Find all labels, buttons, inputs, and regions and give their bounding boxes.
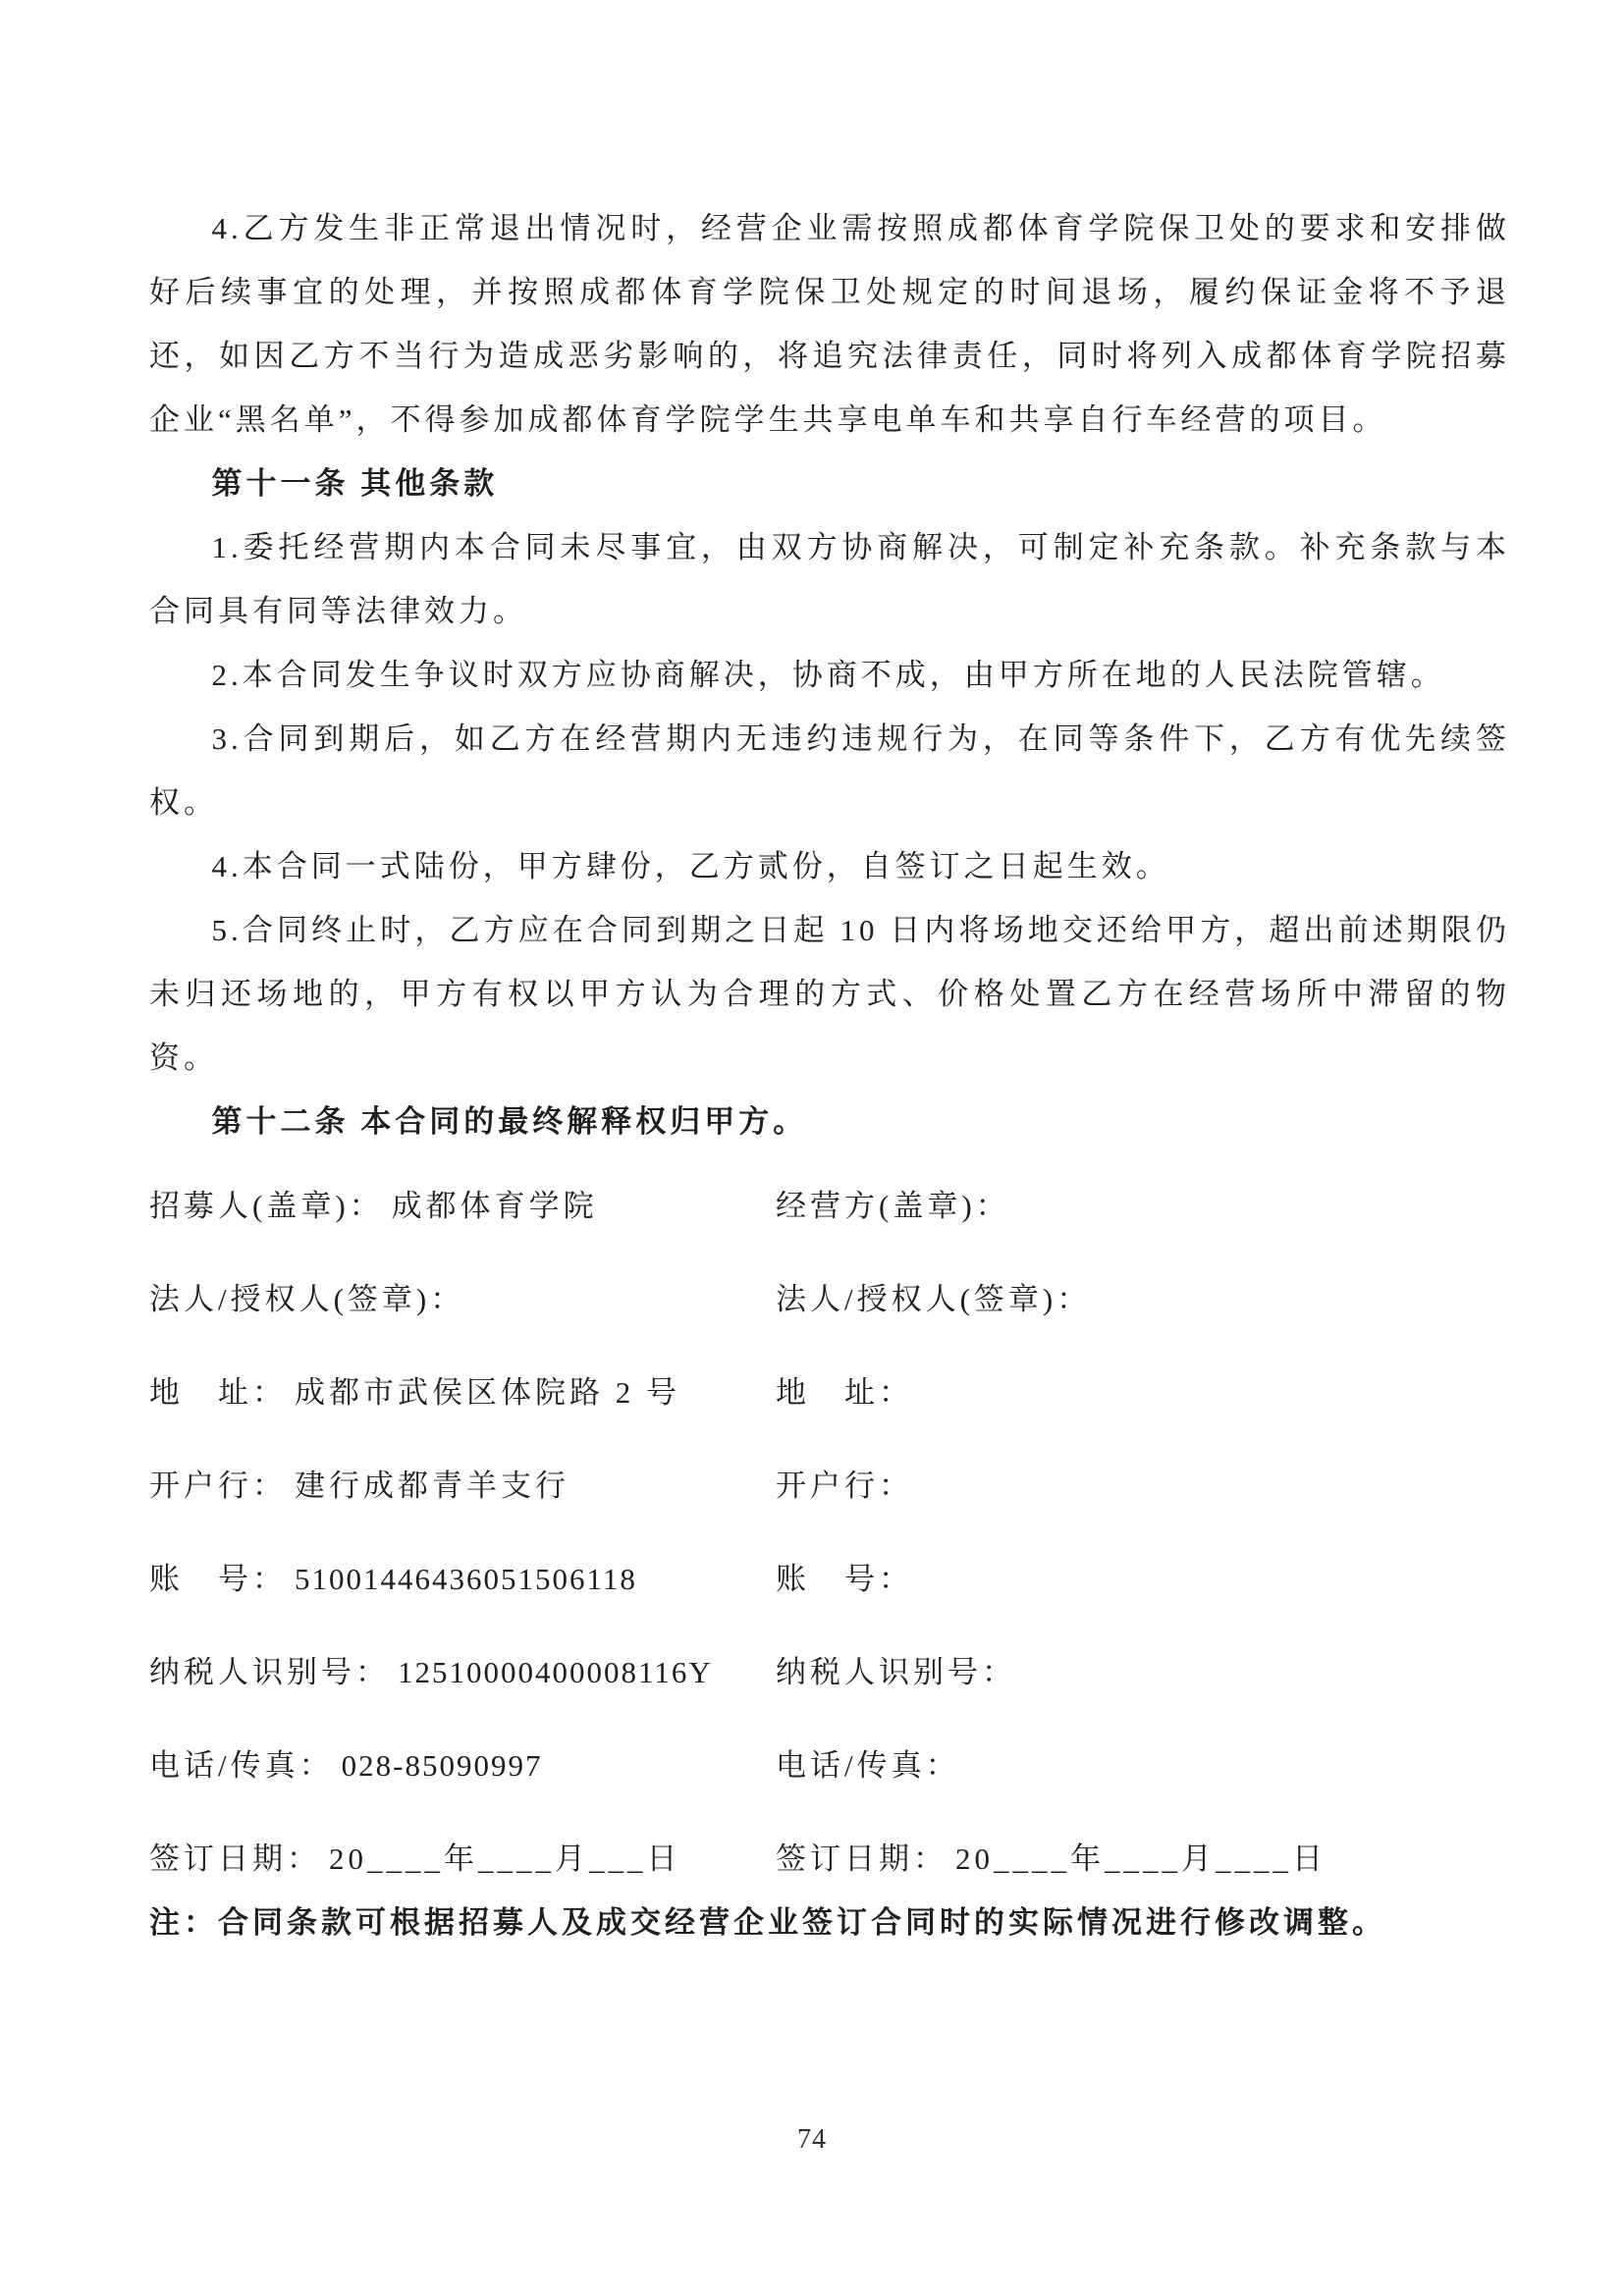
operator-address-label: 地 址： (776, 1375, 913, 1410)
operator-phone-fax-cell (776, 1746, 1510, 1786)
operator-phone-fax-label: 电话/传真： (776, 1748, 960, 1783)
operator-sign-date-label: 签订日期： (776, 1842, 947, 1876)
bank-row (149, 1467, 1510, 1506)
recruiter-tax-id-value: 12510000400008116Y (398, 1655, 713, 1689)
operator-tax-id-label: 纳税人识别号： (776, 1655, 1016, 1689)
article-12-heading: 第十二条 本合同的最终解释权归甲方。 (211, 1104, 808, 1139)
clause-4-continued-paragraph: 4.乙方发生非正常退出情况时，经营企业需按照成都体育学院保卫处的要求和安排做好后续事宜的处理，并按照成都体育学院保卫处规定的时间退场，履约保证金将不予退还，如因乙方不当行为造成恶劣影响的，将追究法律责任，同时将列入成都体育学院招募企业“黑名单”，不得参加成都体育学院学生共享电单车和共享自行车经营的项目。 (149, 211, 1510, 437)
operator-sign-date-cell (776, 1840, 1510, 1879)
article-11-clause-4: 4.本合同一式陆份，甲方肆份，乙方贰份，自签订之日起生效。 (211, 849, 1170, 883)
recruiter-bank-cell (149, 1467, 776, 1506)
account-number-row (149, 1560, 1510, 1599)
operator-legal-rep-cell (776, 1280, 1510, 1319)
recruiter-legal-rep-label: 法人/授权人(签章)： (149, 1282, 465, 1316)
tax-id-row (149, 1653, 1510, 1692)
page-number: 74 (797, 2124, 827, 2155)
recruiter-address-cell (149, 1373, 776, 1413)
phone-fax-row (149, 1746, 1510, 1786)
recruiter-address-label: 地 址： (149, 1375, 287, 1410)
recruiter-sign-date-value: 20____年____月___日 (329, 1842, 681, 1876)
note-line: 注：合同条款可根据招募人及成交经营企业签订合同时的实际情况进行修改调整。 (149, 1905, 1386, 1940)
sign-date-row (149, 1840, 1510, 1879)
recruiter-account-cell (149, 1560, 776, 1599)
operator-sign-date-value: 20____年____月____日 (955, 1842, 1326, 1876)
address-row (149, 1373, 1510, 1413)
article-11-clause-2: 2.本合同发生争议时双方应协商解决，协商不成，由甲方所在地的人民法院管辖。 (211, 658, 1445, 692)
legal-rep-row (149, 1280, 1510, 1319)
article-11-clause-1: 1.委托经营期内本合同未尽事宜，由双方协商解决，可制定补充条款。补充条款与本合同具有同等法律效力。 (149, 530, 1510, 628)
recruiter-seal-cell (149, 1187, 776, 1226)
article-11-heading: 第十一条 其他条款 (211, 466, 499, 501)
signature-section (149, 1187, 1510, 1879)
operator-seal-label: 经营方(盖章)： (776, 1189, 1010, 1223)
recruiter-address-value: 成都市武侯区体院路 2 号 (295, 1375, 680, 1410)
operator-account-cell (776, 1560, 1510, 1599)
recruiter-sign-date-cell (149, 1840, 776, 1879)
recruiter-phone-fax-cell (149, 1746, 776, 1786)
recruiter-bank-label: 开户行： (149, 1468, 287, 1503)
operator-bank-label: 开户行： (776, 1468, 913, 1503)
recruiter-bank-value: 建行成都青羊支行 (295, 1468, 569, 1503)
operator-legal-rep-label: 法人/授权人(签章)： (776, 1282, 1092, 1316)
recruiter-account-label: 账 号： (149, 1562, 287, 1596)
recruiter-name: 成都体育学院 (391, 1189, 598, 1223)
operator-tax-id-cell (776, 1653, 1510, 1692)
recruiter-seal-row (149, 1187, 1510, 1226)
operator-address-cell (776, 1373, 1510, 1413)
recruiter-tax-id-cell (149, 1653, 776, 1692)
recruiter-sign-date-label: 签订日期： (149, 1842, 321, 1876)
operator-account-label: 账 号： (776, 1562, 913, 1596)
recruiter-legal-rep-cell (149, 1280, 776, 1319)
recruiter-phone-fax-label: 电话/传真： (149, 1748, 334, 1783)
operator-seal-cell (776, 1187, 1510, 1226)
recruiter-phone-fax-value: 028-85090997 (341, 1748, 543, 1783)
recruiter-account-value: 51001446436051506118 (295, 1562, 637, 1596)
operator-bank-cell (776, 1467, 1510, 1506)
article-11-clause-3: 3.合同到期后，如乙方在经营期内无违约违规行为，在同等条件下，乙方有优先续签权。 (149, 721, 1510, 820)
recruiter-tax-id-label: 纳税人识别号： (149, 1655, 390, 1689)
article-11-clause-5: 5.合同终止时，乙方应在合同到期之日起 10 日内将场地交还给甲方，超出前述期限仍未归还场地的，甲方有权以甲方认为合理的方式、价格处置乙方在经营场所中滞留的物资。 (149, 913, 1510, 1075)
recruiter-seal-label: 招募人(盖章)： (149, 1189, 384, 1223)
